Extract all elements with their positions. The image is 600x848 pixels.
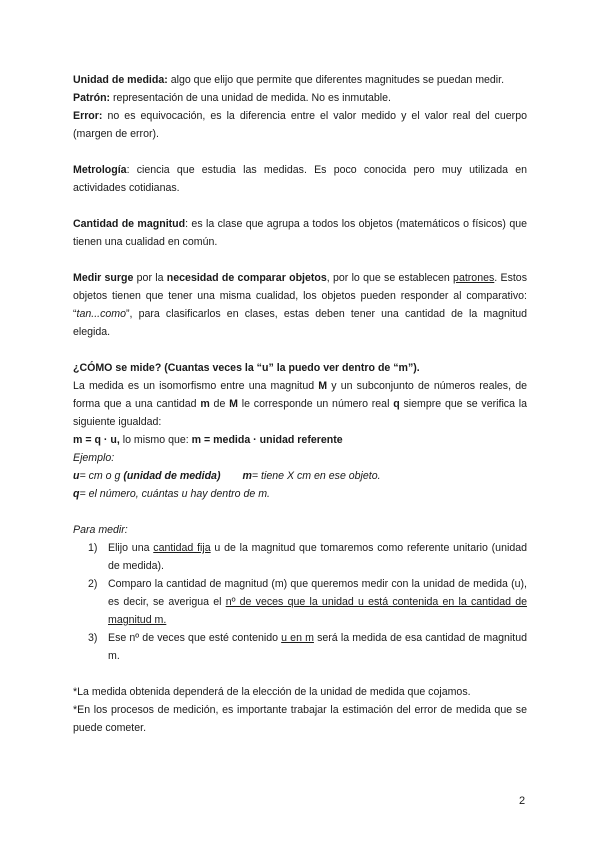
underlined-patrones: patrones <box>453 272 495 284</box>
para-medir-label: Para medir: <box>73 524 128 536</box>
formula-line: m = q · u, lo mismo que: m = medida · unidad referente <box>73 434 343 446</box>
definition-cantidad: Cantidad de magnitud: es la clase que agrupa a todos los objetos (matemáticos o físicos) que tienen una cualidad en común. <box>73 218 527 248</box>
list-item: 1) Elijo una cantidad fija u de la magnitud que tomaremos como referente unitario (unidad de medida). <box>88 542 527 572</box>
paragraph-isomorfismo: La medida es un isomorfismo entre una magnitud M y un subconjunto de números reales, de forma que a una cantidad m de M le corresponde un número real q siempre que se verifica la siguiente igualdad: <box>73 380 528 428</box>
definition-patron: Patrón: representación de una unidad de medida. No es inmutable. <box>73 92 391 104</box>
steps-list <box>73 539 527 665</box>
term-metrologia: Metrología <box>73 164 127 176</box>
list-item: 3) Ese nº de veces que esté contenido u en m será la medida de esa cantidad de magnitud m. <box>88 632 527 662</box>
note-1: *La medida obtenida dependerá de la elección de la unidad de medida que cojamos. <box>73 686 471 698</box>
term-error: Error: <box>73 110 103 122</box>
page-number: 2 <box>519 795 526 807</box>
term-cantidad: Cantidad de magnitud <box>73 218 186 230</box>
paragraph-medir: Medir surge por la necesidad de comparar objetos, por lo que se establecen patrones. Estos objetos tienen que tener una misma cualidad, los objetos pueden responder al comparativo: “tan...como”, para clasificarlos en clases, estas deben tener una cantidad de la magnitud elegida. <box>73 272 527 338</box>
document-body <box>73 71 527 737</box>
ejemplo-u: u= cm o g (unidad de medida) m= tiene X cm en ese objeto. <box>73 470 381 482</box>
note-2: *En los procesos de medición, es importante trabajar la estimación del error de medida que se puede cometer. <box>73 704 527 734</box>
definition-unidad: Unidad de medida: algo que elijo que permite que diferentes magnitudes se puedan medir. <box>73 74 505 86</box>
term-patron: Patrón: <box>73 92 111 104</box>
ejemplo-q: q= el número, cuántas u hay dentro de m. <box>73 488 270 500</box>
ejemplo-label: Ejemplo: <box>73 452 115 464</box>
definition-error: Error: no es equivocación, es la diferencia entre el valor medido y el valor real del cuerpo (margen de error). <box>73 110 527 140</box>
term-unidad: Unidad de medida: <box>73 74 168 86</box>
section-heading-como: ¿CÓMO se mide? (Cuantas veces la “u” la puedo ver dentro de “m”). <box>73 362 420 374</box>
list-item: 2) Comparo la cantidad de magnitud (m) que queremos medir con la unidad de medida (u), es decir, se averigua el nº de veces que la unidad u está contenida en la cantidad de magnitud m. <box>88 578 528 626</box>
definition-metrologia: Metrología: ciencia que estudia las medidas. Es poco conocida pero muy utilizada en actividades cotidianas. <box>73 164 527 194</box>
